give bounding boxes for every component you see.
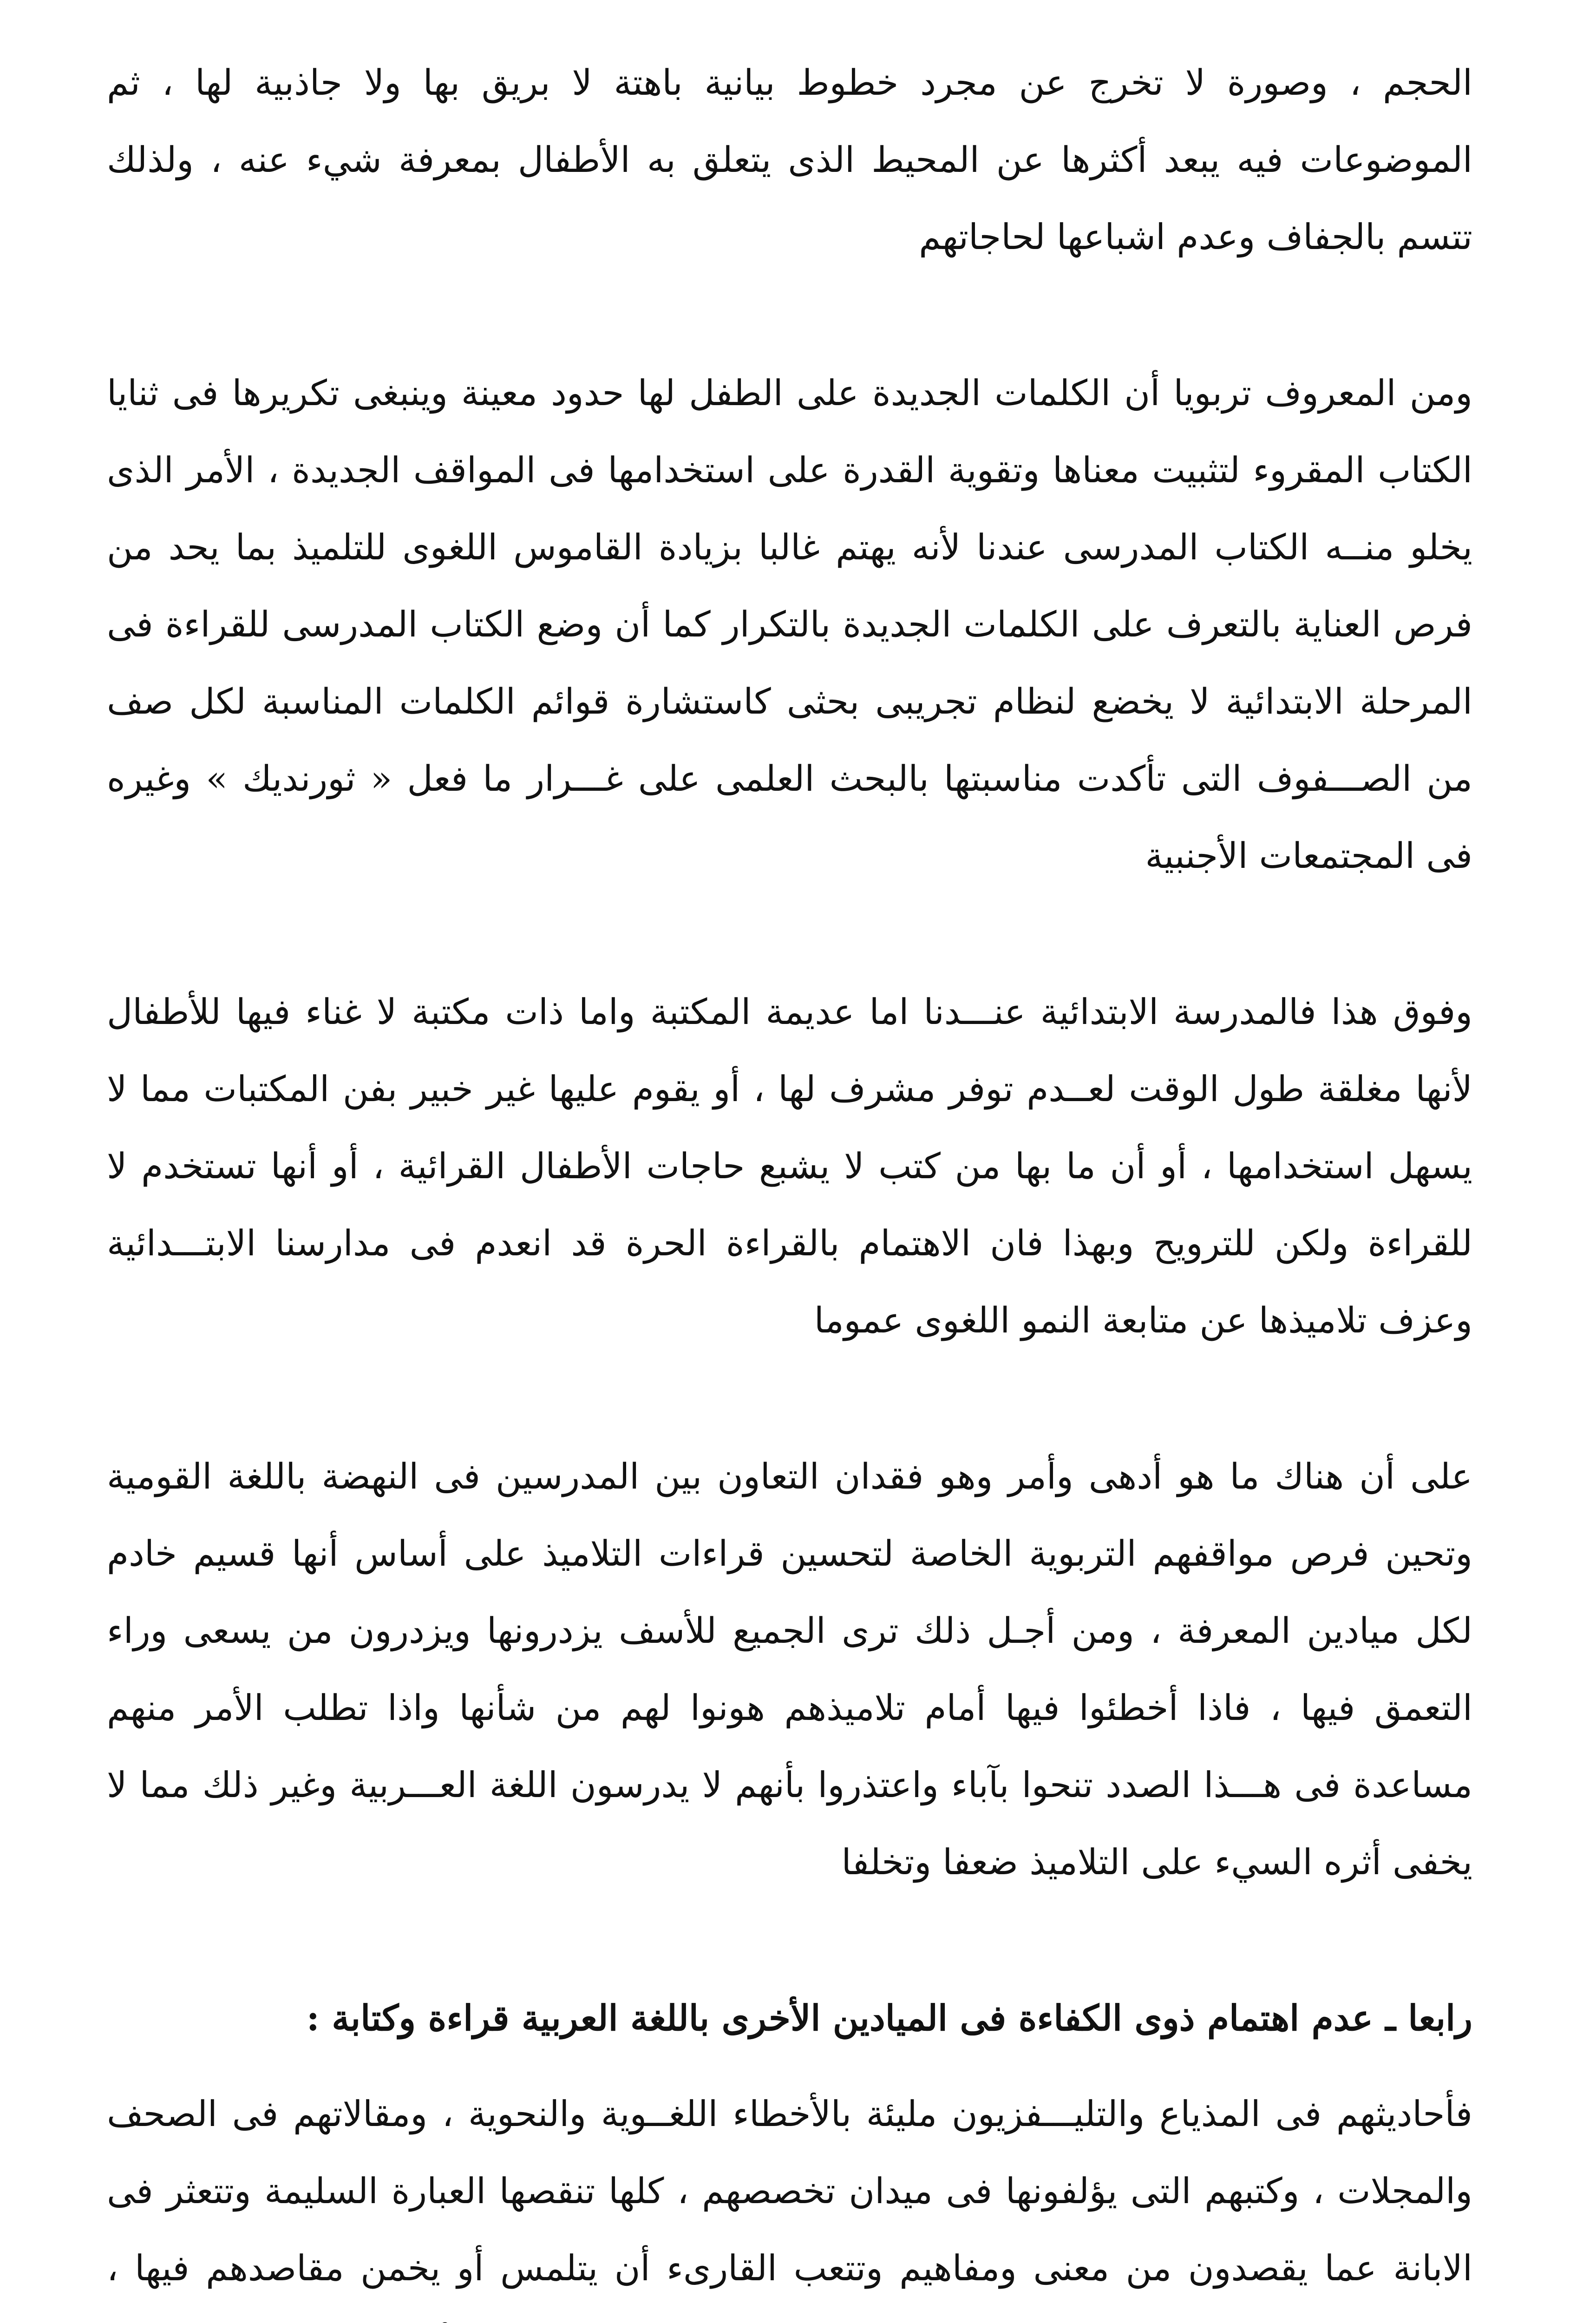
paragraph-school-library: وفوق هذا فالمدرسة الابتدائية عنـــدنا اما عديمة المكتبة واما ذات مكتبة لا غناء فيها للأطفال لأنها مغلقة طول الوقت لعــدم توفر مشرف لها ، أو يقوم عليها غير خبير بفن المكتبات مما لا يسهل استخدامها ، أو أن ما بها من كتب لا يشبع حاجات الأطفال القرائية ، أو أنها تستخدم لا للقراءة ولكن للترويح وبهذا فان الاهتمام بالقراءة الحرة قد انعدم فى مدارسنا الابتـــدائية وعزف تلاميذها عن متابعة النمو اللغوى عموما — [107, 991, 1472, 1341]
section-heading: رابعا ـ عدم اهتمام ذوى الكفاءة فى الميادين الأخرى باللغة العربية قراءة وكتابة : — [306, 1997, 1472, 2039]
paragraph-gap — [107, 1359, 1472, 1438]
document-page — [107, 44, 1472, 2323]
heading-gap — [107, 2057, 1472, 2075]
paragraph-gap — [107, 1901, 1472, 1980]
paragraph-gap — [107, 894, 1472, 973]
paragraph-new-words: ومن المعروف تربويا أن الكلمات الجديدة على الطفل لها حدود معينة وينبغى تكريرها فى ثنايا الكتاب المقروء لتثبيت معناها وتقوية القدرة على استخدامها فى المواقف الجديدة ، الأمر الذى يخلو منــه الكتاب المدرسى عندنا لأنه يهتم غالبا بزيادة القاموس اللغوى للتلميذ بما يحد من فرص العناية بالتعرف على الكلمات الجديدة بالتكرار كما أن وضع الكتاب المدرسى للقراءة فى المرحلة الابتدائية لا يخضع لنظام تجريبى بحثى كاستشارة قوائم الكلمات المناسبة لكل صف من الصـــفوف التى تأكدت مناسبتها بالبحث العلمى على غـــرار ما فعل « ثورنديك » وغيره فى المجتمعات الأجنبية — [107, 372, 1472, 876]
paragraph-media-errors: فأحاديثهم فى المذياع والتليـــفزيون مليئة بالأخطاء اللغــوية والنحوية ، ومقالاتهم فى الصحف والمجلات ، وكتبهم التى يؤلفونها فى ميدان تخصصهم ، كلها تنقصها العبارة السليمة وتتعثر فى الابانة عما يقصدون من معنى ومفاهيم وتتعب القارىء أن يتلمس أو يخمن مقاصدهم فيها ، — [107, 2093, 1472, 2289]
paragraph-gap — [107, 276, 1472, 354]
paragraph-teacher-cooperation: على أن هناك ما هو أدهى وأمر وهو فقدان التعاون بين المدرسين فى النهضة باللغة القومية وتحين فرص مواقفهم التربوية الخاصة لتحسين قراءات التلاميذ على أساس أنها قسيم خادم لكل ميادين المعرفة ، ومن أجـل ذلك ترى الجميع للأسف يزدرونها ويزدرون من يسعى وراء التعمق فيها ، فاذا أخطئوا فيها أمام تلاميذهم هونوا لهم من شأنها واذا تطلب الأمر منهم مساعدة فى هـــذا الصدد تنحوا بآباء واعتذروا بأنهم لا يدرسون اللغة العـــربية وغير ذلك مما لا يخفى أثره السيء على التلاميذ ضعفا وتخلفا — [107, 1456, 1472, 1883]
paragraph-continuation: الحجم ، وصورة لا تخرج عن مجرد خطوط بيانية باهتة لا بريق بها ولا جاذبية لها ، ثم الموضوعات فيه يبعد أكثرها عن المحيط الذى يتعلق به الأطفال بمعرفة شيء عنه ، ولذلك تتسم بالجفاف وعدم اشباعها لحاجاتهم — [107, 62, 1472, 257]
